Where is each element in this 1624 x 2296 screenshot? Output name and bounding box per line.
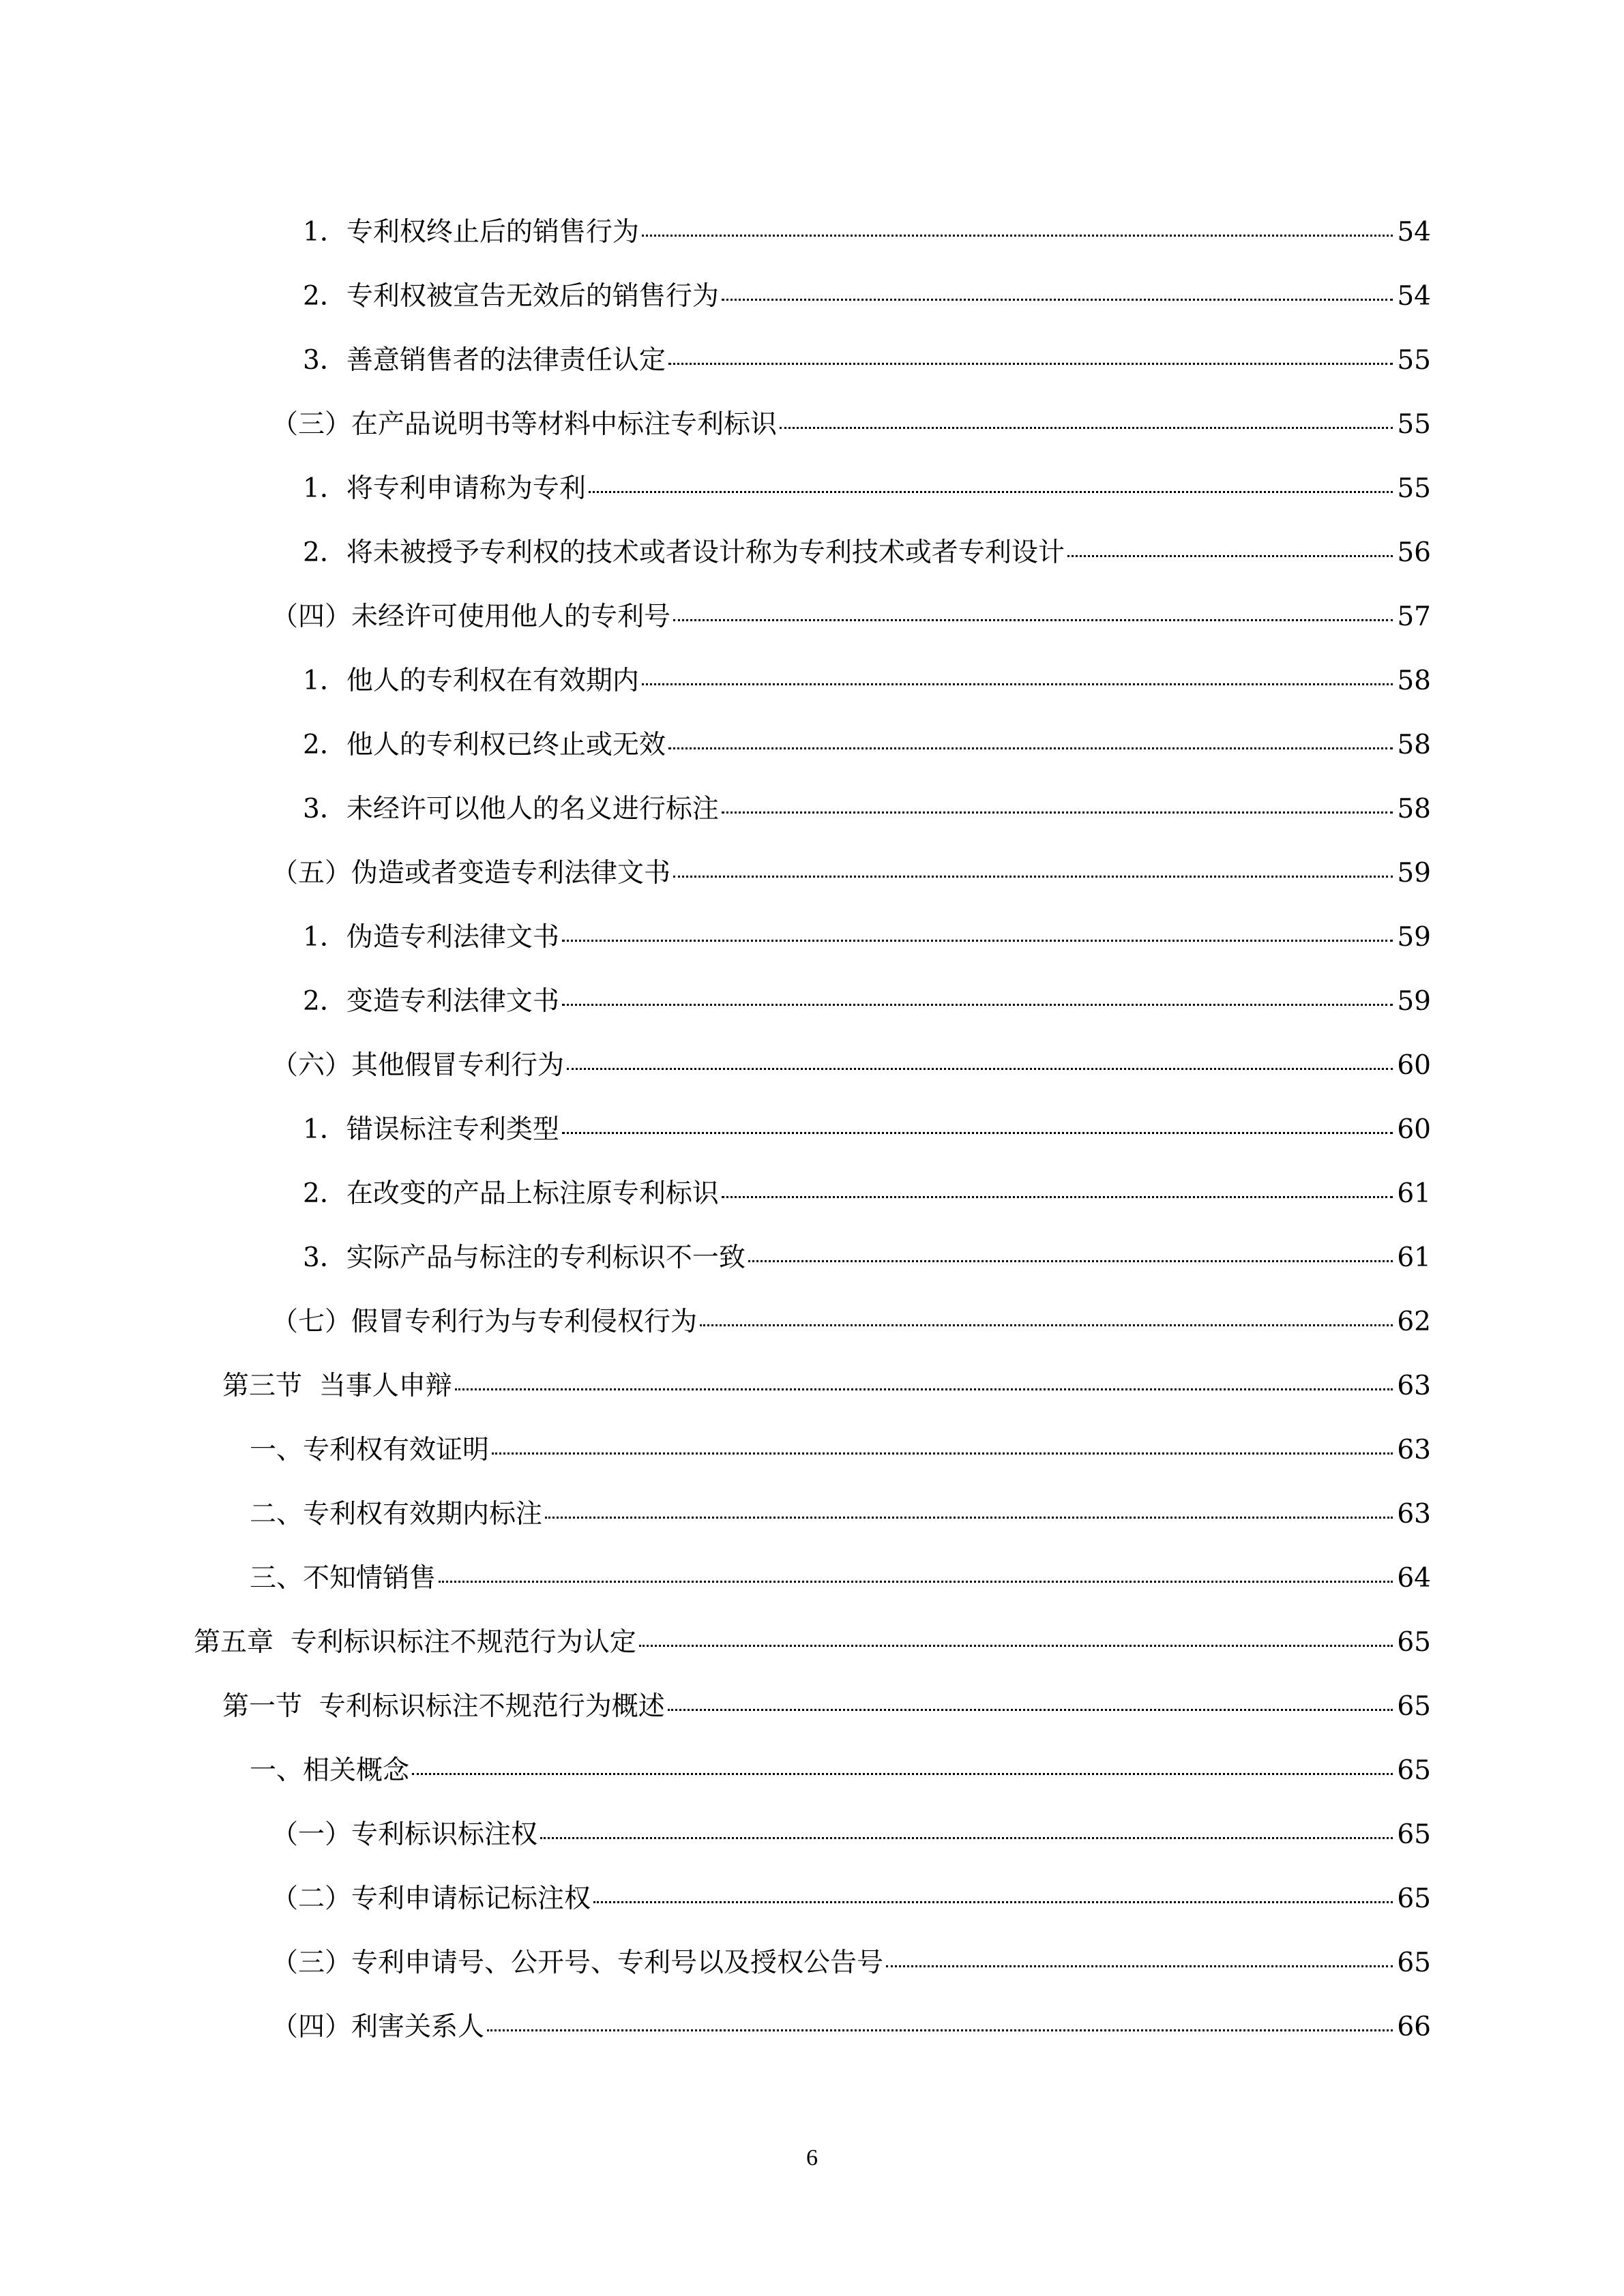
toc-entry-page: 65 xyxy=(1397,1948,1431,1978)
toc-entry-number: 二、 xyxy=(250,1499,304,1530)
toc-entry-page: 65 xyxy=(1397,1691,1431,1722)
toc-dot-leader xyxy=(722,299,1393,301)
toc-entry-number: （五） xyxy=(271,858,352,889)
toc-entry-page: 59 xyxy=(1397,922,1431,953)
toc-entry[interactable] xyxy=(303,266,1431,330)
toc-entry-number: 3． xyxy=(303,794,346,824)
toc-entry-page: 65 xyxy=(1397,1883,1431,1914)
toc-dot-leader xyxy=(562,1004,1393,1006)
toc-dot-leader xyxy=(886,1965,1393,1967)
toc-entry-title: 变造专利法律文书 xyxy=(346,986,559,1017)
toc-entry-page: 55 xyxy=(1397,409,1431,440)
toc-entry-title: 利害关系人 xyxy=(351,2012,485,2042)
toc-entry[interactable] xyxy=(222,1356,1431,1420)
toc-entry[interactable] xyxy=(250,1548,1431,1612)
toc-entry-page: 59 xyxy=(1397,986,1431,1017)
toc-entry-number: （三） xyxy=(271,409,352,440)
toc-entry-title: 专利权有效期内标注 xyxy=(303,1499,543,1530)
toc-entry-number: 一、 xyxy=(250,1755,304,1786)
toc-entry-title: 相关概念 xyxy=(303,1755,410,1786)
toc-entry-title: 未经许可使用他人的专利号 xyxy=(351,601,671,632)
toc-entry-page: 63 xyxy=(1397,1371,1431,1401)
toc-dot-leader xyxy=(567,1068,1393,1070)
toc-entry-page: 60 xyxy=(1397,1114,1431,1145)
toc-entry[interactable] xyxy=(271,1933,1431,1997)
toc-entry-number: 2． xyxy=(303,537,346,568)
toc-dot-leader xyxy=(439,1581,1393,1583)
toc-entry-number: 2． xyxy=(303,281,346,312)
toc-entry[interactable] xyxy=(250,1740,1431,1804)
toc-entry[interactable] xyxy=(303,971,1431,1035)
toc-entry[interactable] xyxy=(303,779,1431,843)
toc-entry-number: （四） xyxy=(271,601,352,632)
toc-entry-number: 1． xyxy=(303,473,346,504)
toc-entry[interactable] xyxy=(303,1099,1431,1163)
toc-entry-number: 第一节 xyxy=(222,1691,303,1722)
toc-entry[interactable] xyxy=(250,1484,1431,1548)
toc-entry[interactable] xyxy=(303,522,1431,586)
toc-dot-leader xyxy=(1067,555,1393,557)
toc-entry[interactable] xyxy=(271,1997,1431,2061)
toc-entry-number: （一） xyxy=(271,1819,352,1850)
toc-entry-number: 1． xyxy=(303,922,346,953)
toc-entry[interactable] xyxy=(271,1292,1431,1356)
toc-entry-title: 不知情销售 xyxy=(303,1563,437,1594)
toc-entry-number: 1． xyxy=(303,1114,346,1145)
toc-entry-number: 三、 xyxy=(250,1563,304,1594)
toc-entry-page: 65 xyxy=(1397,1627,1431,1658)
toc-entry-page: 56 xyxy=(1397,537,1431,568)
toc-dot-leader xyxy=(722,811,1393,814)
toc-entry-page: 55 xyxy=(1397,473,1431,504)
toc-dot-leader xyxy=(545,1517,1393,1519)
toc-entry[interactable] xyxy=(271,1868,1431,1933)
toc-entry-number: 2． xyxy=(303,986,346,1017)
toc-entry-number: 1． xyxy=(303,217,346,248)
toc-entry-page: 54 xyxy=(1397,281,1431,312)
toc-entry-number: 2． xyxy=(303,730,346,760)
toc-entry-title: 他人的专利权已终止或无效 xyxy=(346,730,666,760)
toc-entry-title: 在产品说明书等材料中标注专利标识 xyxy=(351,409,778,440)
toc-entry-number: 3． xyxy=(303,345,346,376)
toc-entry-page: 66 xyxy=(1397,2012,1431,2042)
toc-entry[interactable] xyxy=(271,586,1431,651)
toc-entry-number: （二） xyxy=(271,1883,352,1914)
toc-dot-leader xyxy=(492,1452,1393,1455)
toc-entry[interactable] xyxy=(303,202,1431,266)
toc-dot-leader xyxy=(642,235,1393,237)
toc-entry[interactable] xyxy=(250,1420,1431,1484)
toc-dot-leader xyxy=(748,1260,1393,1262)
toc-entry-page: 58 xyxy=(1397,666,1431,696)
toc-entry-title: 专利申请标记标注权 xyxy=(351,1883,591,1914)
toc-entry-number: 3． xyxy=(303,1242,346,1273)
toc-entry-number: 第五章 xyxy=(194,1627,274,1658)
toc-entry[interactable] xyxy=(303,458,1431,522)
toc-entry-page: 61 xyxy=(1397,1178,1431,1209)
toc-entry-title: 未经许可以他人的名义进行标注 xyxy=(346,794,719,824)
table-of-contents xyxy=(0,202,1624,2061)
toc-dot-leader xyxy=(642,683,1393,685)
toc-dot-leader xyxy=(668,363,1393,365)
toc-dot-leader xyxy=(668,1709,1393,1711)
toc-entry-title: 善意销售者的法律责任认定 xyxy=(346,345,666,376)
toc-entry-page: 63 xyxy=(1397,1499,1431,1530)
toc-dot-leader xyxy=(668,747,1393,749)
toc-dot-leader xyxy=(455,1388,1393,1390)
toc-entry[interactable] xyxy=(222,1676,1431,1740)
toc-dot-leader xyxy=(593,1901,1393,1903)
toc-entry-number: （三） xyxy=(271,1948,352,1978)
toc-entry-page: 55 xyxy=(1397,345,1431,376)
toc-entry[interactable] xyxy=(194,1612,1431,1676)
toc-entry[interactable] xyxy=(303,907,1431,971)
toc-entry-title: 专利权有效证明 xyxy=(303,1435,490,1465)
toc-entry[interactable] xyxy=(303,651,1431,715)
toc-dot-leader xyxy=(487,2029,1393,2031)
toc-dot-leader xyxy=(540,1837,1393,1839)
toc-entry-page: 59 xyxy=(1397,858,1431,889)
toc-entry[interactable] xyxy=(303,715,1431,779)
toc-entry[interactable] xyxy=(271,1035,1431,1099)
toc-entry-page: 61 xyxy=(1397,1242,1431,1273)
toc-dot-leader xyxy=(780,427,1393,429)
toc-entry-title: 实际产品与标注的专利标识不一致 xyxy=(346,1242,745,1273)
toc-entry[interactable] xyxy=(271,394,1431,458)
toc-entry-title: 其他假冒专利行为 xyxy=(351,1050,565,1081)
toc-entry-page: 65 xyxy=(1397,1819,1431,1850)
toc-entry-title: 错误标注专利类型 xyxy=(346,1114,559,1145)
toc-entry[interactable] xyxy=(303,1227,1431,1292)
toc-entry-number: （六） xyxy=(271,1050,352,1081)
toc-entry-title: 专利权被宣告无效后的销售行为 xyxy=(346,281,719,312)
toc-entry-page: 65 xyxy=(1397,1755,1431,1786)
toc-entry-title: 他人的专利权在有效期内 xyxy=(346,666,639,696)
toc-entry[interactable] xyxy=(303,330,1431,394)
toc-entry-title: 将未被授予专利权的技术或者设计称为专利技术或者专利设计 xyxy=(346,537,1065,568)
toc-entry-title: 当事人申辩 xyxy=(302,1371,452,1401)
toc-entry-title: 将专利申请称为专利 xyxy=(346,473,586,504)
toc-entry-page: 63 xyxy=(1397,1435,1431,1465)
toc-dot-leader xyxy=(562,1132,1393,1134)
toc-dot-leader xyxy=(722,1196,1393,1198)
toc-entry-title: 专利权终止后的销售行为 xyxy=(346,217,639,248)
toc-entry[interactable] xyxy=(303,1163,1431,1227)
toc-dot-leader xyxy=(673,876,1393,878)
toc-entry-title: 专利标识标注权 xyxy=(351,1819,538,1850)
page-number: 6 xyxy=(806,2145,818,2171)
toc-entry-page: 54 xyxy=(1397,217,1431,248)
toc-entry-page: 64 xyxy=(1397,1563,1431,1594)
toc-dot-leader xyxy=(639,1645,1393,1647)
toc-dot-leader xyxy=(700,1324,1393,1326)
toc-entry-title: 伪造或者变造专利法律文书 xyxy=(351,858,671,889)
toc-entry-number: 2． xyxy=(303,1178,346,1209)
toc-entry-page: 57 xyxy=(1397,601,1431,632)
toc-entry-number: （四） xyxy=(271,2012,352,2042)
toc-entry-title: 在改变的产品上标注原专利标识 xyxy=(346,1178,719,1209)
toc-entry-number: 1． xyxy=(303,666,346,696)
toc-entry[interactable] xyxy=(271,1804,1431,1868)
toc-entry-page: 60 xyxy=(1397,1050,1431,1081)
toc-entry-title: 专利申请号、公开号、专利号以及授权公告号 xyxy=(351,1948,884,1978)
toc-dot-leader xyxy=(673,619,1393,621)
toc-entry-title: 伪造专利法律文书 xyxy=(346,922,559,953)
toc-entry-number: （七） xyxy=(271,1307,352,1337)
toc-entry-title: 专利标识标注不规范行为概述 xyxy=(302,1691,665,1722)
toc-entry-title: 假冒专利行为与专利侵权行为 xyxy=(351,1307,698,1337)
toc-dot-leader xyxy=(562,940,1393,942)
toc-entry-number: 一、 xyxy=(250,1435,304,1465)
toc-entry-title: 专利标识标注不规范行为认定 xyxy=(274,1627,636,1658)
toc-entry[interactable] xyxy=(271,843,1431,907)
toc-entry-page: 58 xyxy=(1397,794,1431,824)
toc-entry-page: 62 xyxy=(1397,1307,1431,1337)
toc-dot-leader xyxy=(589,491,1393,493)
toc-entry-page: 58 xyxy=(1397,730,1431,760)
toc-dot-leader xyxy=(412,1773,1393,1775)
toc-entry-number: 第三节 xyxy=(222,1371,303,1401)
